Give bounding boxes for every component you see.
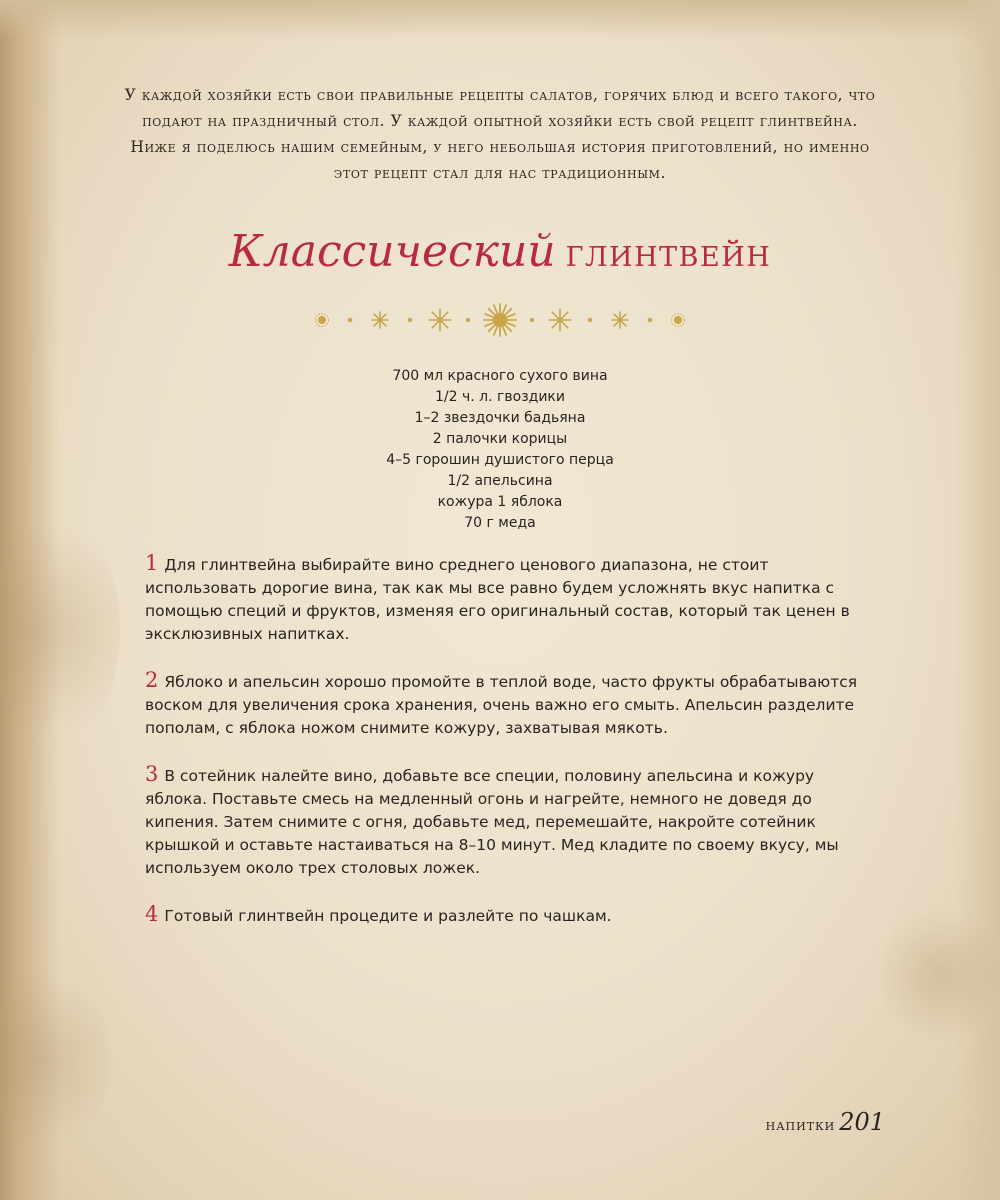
page-number: 201 — [839, 1108, 885, 1136]
dot-flower-icon — [316, 314, 329, 327]
step-1 — [145, 552, 865, 646]
step-text: В сотейник налейте вино, добавьте все специи, половину апельсина и кожуру яблока. Поставьте смесь на медленный огонь и нагрейте, немного не доведя до кипения. Затем снимите с огня, добавьте мед, перемешайте, накройте сотейник крышкой и оставьте настаиваться на 8–10 минут. Мед кладите по своему вкусу, мы используем около трех столовых ложек. — [145, 767, 839, 877]
ingredient-item: 1/2 ч. л. гвоздики — [435, 389, 565, 405]
recipe-title — [0, 226, 1000, 277]
step-text: Яблоко и апельсин хорошо промойте в теплой воде, часто фрукты обрабатываются воском для увеличения срока хранения, очень важно его смыть. Апельсин разделите пополам, с яблока ножом снимите кожуру, захватывая мякоть. — [145, 673, 858, 737]
worn-top-edge — [0, 0, 1000, 40]
ornament-divider — [300, 300, 700, 340]
dot-icon — [648, 318, 652, 322]
dot-icon — [466, 318, 470, 322]
ingredient-item: 4–5 горошин душистого перца — [386, 452, 614, 468]
section-name: напитки — [765, 1115, 836, 1134]
snowflake-icon — [372, 312, 388, 328]
snowflake-icon — [429, 309, 451, 331]
intro-paragraph: У каждой хозяйки есть свои правильные рецепты салатов, горячих блюд и всего такого, что подают на праздничный стол. У каждой опытной хозяйки есть свой рецепт глинтвейна. Ниже я поделюсь нашим семейным, у него небольшая история приготовлений, но именно этот рецепт стал для нас традиционным. — [124, 86, 876, 182]
step-number: 2 — [145, 668, 159, 692]
dot-icon — [530, 318, 534, 322]
ingredient-item: 2 палочки корицы — [432, 431, 568, 447]
step-text: Готовый глинтвейн процедите и разлейте по чашкам. — [164, 907, 612, 925]
dot-icon — [408, 318, 412, 322]
paper-stain — [0, 500, 120, 760]
ingredient-item: кожура 1 яблока — [437, 494, 563, 510]
ingredient-item: 70 г меда — [464, 515, 536, 531]
step-4 — [145, 903, 865, 928]
snowflake-icon — [612, 312, 628, 328]
step-number: 1 — [145, 551, 159, 575]
page-footer — [766, 1108, 885, 1136]
snowflake-icon — [549, 309, 571, 331]
dot-flower-icon — [672, 314, 685, 327]
step-text: Для глинтвейна выбирайте вино среднего ценового диапазона, не стоит использовать дорогие вина, так как мы все равно будем усложнять вкус напитка с помощью специй и фруктов, изменяя его оригинальный состав, который так ценен в эксклюзивных напитках. — [145, 556, 850, 643]
ingredient-item: 700 мл красного сухого вина — [392, 368, 608, 384]
recipe-steps — [145, 552, 865, 951]
dot-icon — [588, 318, 592, 322]
dot-icon — [348, 318, 352, 322]
recipe-title-part2: глинтвейн — [565, 231, 772, 275]
sun-icon — [484, 304, 516, 336]
ingredient-item: 1–2 звездочки бадьяна — [414, 410, 586, 426]
step-number: 3 — [145, 762, 159, 786]
recipe-title-part1: Классический — [228, 226, 556, 277]
paper-stain — [880, 900, 1000, 1050]
step-3 — [145, 763, 865, 880]
ingredients-list — [300, 366, 700, 534]
step-number: 4 — [145, 902, 159, 926]
paper-stain — [0, 960, 110, 1160]
step-2 — [145, 669, 865, 740]
ingredient-item: 1/2 апельсина — [447, 473, 553, 489]
